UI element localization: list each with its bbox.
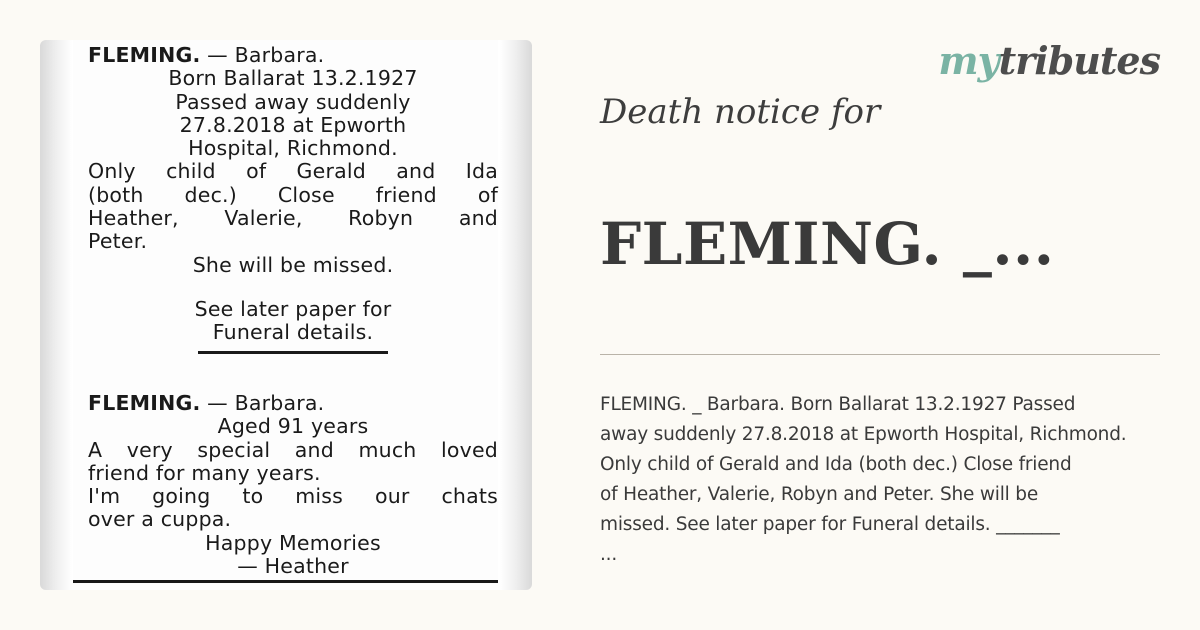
newspaper-clipping-image [40, 40, 532, 590]
notice-line [88, 462, 498, 485]
notice-line-text: Heather, Valerie, Robyn and [88, 206, 498, 231]
notice-line-text: Only child of Gerald and Ida [88, 159, 498, 184]
death-notice-2 [88, 392, 498, 578]
notice-surname: FLEMING. [88, 43, 201, 67]
notice-line [88, 67, 498, 90]
summary-line: away suddenly 27.8.2018 at Epworth Hospital, Richmond. [600, 424, 1127, 445]
notice-line [88, 207, 498, 230]
notice-line [88, 485, 498, 508]
notice-line-text: Hospital, Richmond. [188, 136, 398, 161]
notice-line-text: I'm going to miss our chats [88, 484, 498, 509]
death-notice-1 [88, 44, 498, 277]
notice-line [88, 114, 498, 137]
notice-line-text: Passed away suddenly [175, 89, 411, 114]
notice-line-text: Peter. [88, 229, 148, 254]
notice-line [88, 532, 498, 555]
notice-line-text: over a cuppa. [88, 507, 232, 532]
notice-line-text: (both dec.) Close friend of [88, 182, 498, 207]
notice-line-text: Happy Memories [205, 530, 381, 555]
notice-line-text: — Heather [237, 554, 349, 579]
divider [600, 354, 1160, 355]
notice-subtitle: Death notice for [600, 92, 881, 132]
notice-line-text: 27.8.2018 at Epworth [179, 112, 407, 137]
notice-line [88, 508, 498, 531]
notice-line [88, 555, 498, 578]
clipping-bottom-rule [73, 580, 498, 583]
notice-line [88, 137, 498, 160]
deceased-name-title: FLEMING. _... [600, 210, 1055, 278]
logo-tributes: tributes [998, 38, 1160, 83]
notice-line-text: Aged 91 years [217, 414, 369, 439]
notice-line [88, 230, 498, 253]
notice-line [88, 298, 498, 321]
notice-separator-rule [198, 351, 388, 354]
notice-line-text: — Barbara. [200, 391, 325, 415]
notice-line [88, 254, 498, 277]
summary-line: ... [600, 544, 618, 565]
notice-line [88, 184, 498, 207]
notice-line [88, 91, 498, 114]
notice-line-text: See later paper for [194, 297, 392, 321]
notice-line-text: A very special and much loved [88, 437, 498, 462]
notice-line-text: — Barbara. [200, 43, 325, 67]
summary-line: missed. See later paper for Funeral details. _______ [600, 514, 1060, 535]
summary-line: FLEMING. _ Barbara. Born Ballarat 13.2.1927 Passed [600, 394, 1076, 415]
notice-line-text: Born Ballarat 13.2.1927 [168, 66, 418, 91]
notice-line [88, 439, 498, 462]
notice-line-text: She will be missed. [192, 252, 394, 277]
mytributes-logo[interactable] [938, 38, 1160, 83]
notice-summary-text [600, 390, 1165, 570]
funeral-details [88, 298, 498, 354]
notice-line [88, 44, 498, 67]
notice-line [88, 415, 498, 438]
logo-my: my [938, 38, 999, 83]
notice-line [88, 160, 498, 183]
notice-line [88, 392, 498, 415]
notice-line-text: friend for many years. [88, 460, 321, 485]
summary-line: Only child of Gerald and Ida (both dec.) Close friend [600, 454, 1072, 475]
summary-line: of Heather, Valerie, Robyn and Peter. She will be [600, 484, 1039, 505]
notice-line-text: Funeral details. [212, 320, 374, 345]
notice-line [88, 321, 498, 344]
clipping-paper [73, 40, 498, 584]
notice-surname: FLEMING. [88, 391, 201, 415]
